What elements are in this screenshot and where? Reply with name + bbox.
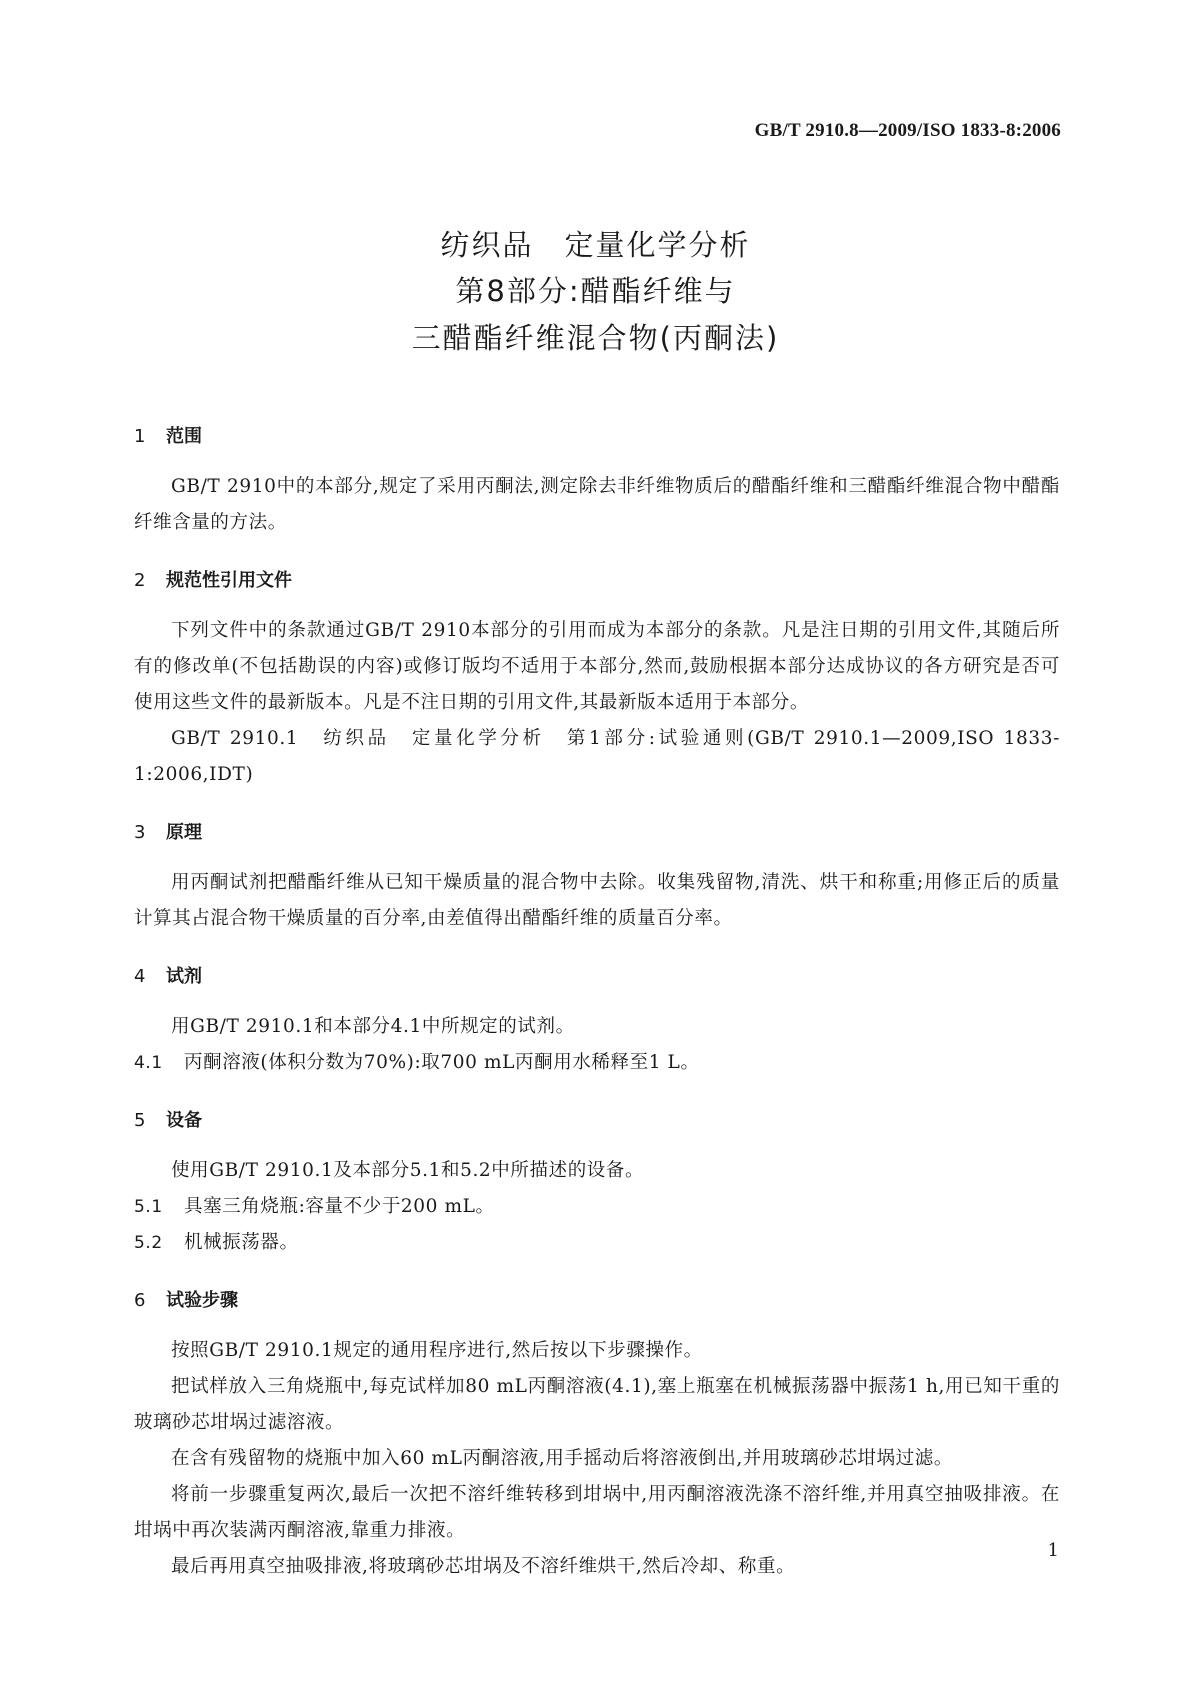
paragraph: GB/T 2910中的本部分,规定了采用丙酮法,测定除去非纤维物质后的醋酯纤维和三醋酯纤维混合物中醋酯纤维含量的方法。 — [134, 476, 1060, 533]
subclause-text: 具塞三角烧瓶:容量不少于200 mL。 — [184, 1196, 495, 1217]
section-title: 规范性引用文件 — [166, 570, 292, 591]
section-number: 3 — [134, 822, 146, 843]
subclause-number: 5.2 — [134, 1233, 163, 1253]
section-number: 1 — [134, 426, 146, 447]
subclause-text: 机械振荡器。 — [184, 1232, 299, 1253]
section-heading-procedure — [134, 1287, 1060, 1315]
section-title: 试验步骤 — [166, 1290, 238, 1311]
subclause-5-1 — [134, 1189, 1060, 1225]
subclause-number: 5.1 — [134, 1197, 163, 1217]
standard-code-header: GB/T 2910.8—2009/ISO 1833-8:2006 — [754, 120, 1061, 141]
paragraph: 下列文件中的条款通过GB/T 2910本部分的引用而成为本部分的条款。凡是注日期的引用文件,其随后所有的修改单(不包括勘误的内容)或修订版均不适用于本部分,然而,鼓励根据本部分达成协议的各方研究是否可使用这些文件的最新版本。凡是不注日期的引用文件,其最新版本适用于本部分。 — [134, 620, 1060, 713]
paragraph: 用丙酮试剂把醋酯纤维从已知干燥质量的混合物中去除。收集残留物,清洗、烘干和称重;用修正后的质量计算其占混合物干燥质量的百分率,由差值得出醋酯纤维的质量百分率。 — [134, 872, 1060, 929]
paragraph: 按照GB/T 2910.1规定的通用程序进行,然后按以下步骤操作。 — [171, 1340, 703, 1361]
title-line-2: 第8部分:醋酯纤维与 — [455, 274, 736, 309]
section-title: 设备 — [166, 1110, 202, 1131]
section-title: 原理 — [166, 822, 202, 843]
paragraph: 最后再用真空抽吸排液,将玻璃砂芯坩埚及不溶纤维烘干,然后冷却、称重。 — [171, 1556, 796, 1577]
section-heading-reagents — [134, 963, 1060, 991]
document-body — [134, 423, 1060, 1585]
section-heading-principle — [134, 819, 1060, 847]
section-heading-apparatus — [134, 1107, 1060, 1135]
subclause-4-1 — [134, 1045, 1060, 1081]
section-heading-scope — [134, 423, 1060, 451]
subclause-text: 丙酮溶液(体积分数为70%):取700 mL丙酮用水稀释至1 L。 — [184, 1052, 700, 1073]
paragraph: 把试样放入三角烧瓶中,每克试样加80 mL丙酮溶液(4.1),塞上瓶塞在机械振荡器中振荡1 h,用已知干重的玻璃砂芯坩埚过滤溶液。 — [134, 1376, 1060, 1433]
title-line-1: 纺织品 定量化学分析 — [440, 228, 751, 262]
section-number: 5 — [134, 1110, 146, 1131]
section-number: 2 — [134, 570, 146, 591]
title-line-3: 三醋酯纤维混合物(丙酮法) — [411, 320, 780, 355]
paragraph: 在含有残留物的烧瓶中加入60 mL丙酮溶液,用手摇动后将溶液倒出,并用玻璃砂芯坩埚过滤。 — [171, 1448, 953, 1469]
section-number: 6 — [134, 1290, 146, 1311]
reference-entry: GB/T 2910.1 纺织品 定量化学分析 第1部分:试验通则(GB/T 2910.1—2009,ISO 1833-1:2006,IDT) — [134, 728, 1060, 785]
section-title: 范围 — [166, 426, 202, 447]
subclause-5-2 — [134, 1225, 1060, 1261]
subclause-number: 4.1 — [134, 1053, 163, 1073]
paragraph: 用GB/T 2910.1和本部分4.1中所规定的试剂。 — [171, 1016, 575, 1037]
paragraph: 使用GB/T 2910.1及本部分5.1和5.2中所描述的设备。 — [171, 1160, 645, 1181]
page-number: 1 — [1047, 1540, 1059, 1561]
paragraph: 将前一步骤重复两次,最后一次把不溶纤维转移到坩埚中,用丙酮溶液洗涤不溶纤维,并用真空抽吸排液。在坩埚中再次装满丙酮溶液,靠重力排液。 — [134, 1484, 1060, 1541]
section-heading-normative-references — [134, 567, 1060, 595]
section-number: 4 — [134, 966, 146, 987]
document-title — [0, 222, 1191, 361]
section-title: 试剂 — [166, 966, 202, 987]
